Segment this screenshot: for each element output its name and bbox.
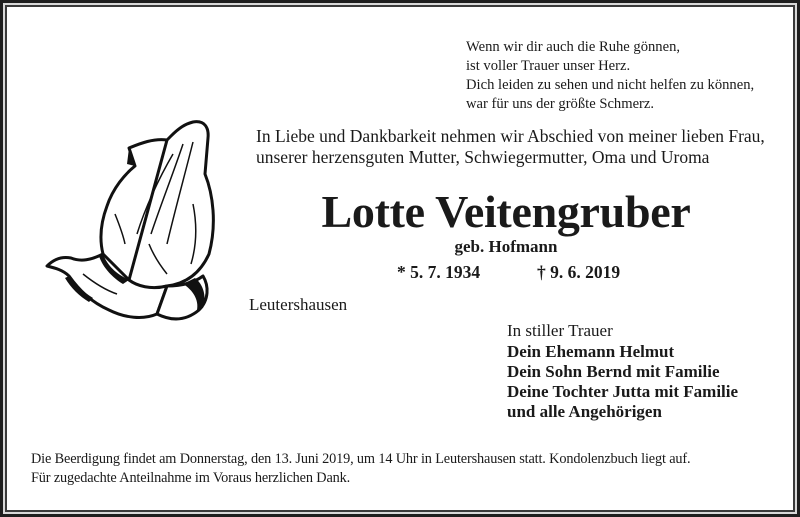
poem-line: Wenn wir dir auch die Ruhe gönnen, <box>466 39 681 55</box>
mourner: Dein Ehemann Helmut <box>507 342 675 361</box>
mourner: Dein Sohn Bernd mit Familie <box>507 362 720 381</box>
poem-line: war für uns der größte Schmerz. <box>466 96 655 112</box>
intro-line: In Liebe und Dankbarkeit nehmen wir Abschied von meiner lieben Frau, <box>256 126 765 146</box>
poem-line: ist voller Trauer unser Herz. <box>466 58 631 74</box>
intro-text <box>256 126 765 168</box>
place: Leutershausen <box>249 295 348 314</box>
obituary-notice <box>7 7 793 510</box>
poem-line: Dich leiden zu sehen und nicht helfen zu können, <box>466 77 755 93</box>
mourner: Deine Tochter Jutta mit Familie <box>507 382 739 401</box>
footer-line: Für zugedachte Anteilnahme im Voraus herzlichen Dank. <box>31 470 351 486</box>
birth-date: * 5. 7. 1934 <box>397 262 481 282</box>
death-date: † 9. 6. 2019 <box>537 262 621 282</box>
poem <box>466 38 754 114</box>
mourners-title: In stiller Trauer <box>507 321 613 340</box>
funeral-info <box>31 450 690 488</box>
mourner: und alle Angehörigen <box>507 402 662 421</box>
deceased-name: Lotte Veitengruber <box>321 186 691 237</box>
mourners-list <box>507 342 738 422</box>
maiden-name: geb. Hofmann <box>454 237 558 256</box>
footer-line: Die Beerdigung findet am Donnerstag, den 13. Juni 2019, um 14 Uhr in Leutershausen statt. Kondolenzbuch liegt auf. <box>31 451 691 467</box>
intro-line: unserer herzensguten Mutter, Schwiegermutter, Oma und Uroma <box>256 147 710 167</box>
